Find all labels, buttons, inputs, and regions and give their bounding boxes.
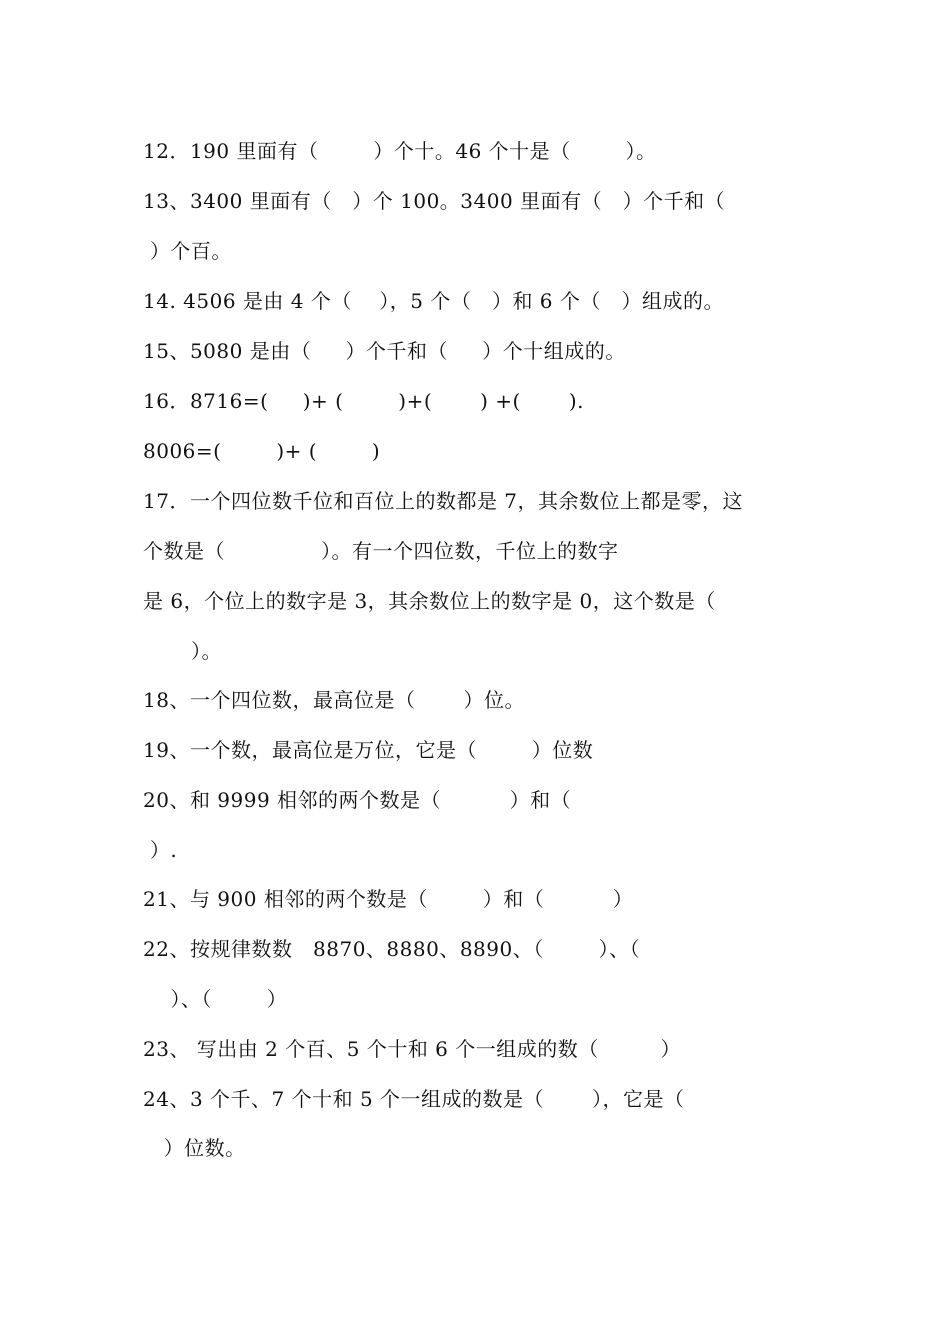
question-23-line: 23、 写出由 2 个百、5 个十和 6 个一组成的数（ ） — [143, 1037, 681, 1061]
question-13-continuation: ）个百。 — [143, 239, 232, 263]
question-22-line: 22、按规律数数 8870、8880、8890、（ ）、（ — [143, 937, 641, 961]
question-13-line: 13、3400 里面有（ ）个 100。3400 里面有（ ）个千和（ — [143, 189, 726, 213]
question-16-continuation: 8006=( )+ ( ) — [143, 439, 381, 463]
question-21-line: 21、与 900 相邻的两个数是（ ）和（ ） — [143, 887, 634, 911]
question-17-continuation-2: 是 6，个位上的数字是 3，其余数位上的数字是 0，这个数是（ — [143, 589, 716, 613]
question-12-line: 12．190 里面有（ ）个十。46 个十是（ ）。 — [143, 139, 657, 163]
question-20-line: 20、和 9999 相邻的两个数是（ ）和（ — [143, 788, 572, 812]
question-18-line: 18、一个四位数，最高位是（ ）位。 — [143, 688, 525, 712]
question-17-continuation-3: ）。 — [143, 639, 223, 663]
question-16-line: 16．8716=( )+ ( )+( ) +( ). — [143, 389, 585, 413]
question-19-line: 19、一个数，最高位是万位，它是（ ）位数 — [143, 738, 594, 762]
question-22-continuation: ）、（ ） — [143, 987, 288, 1011]
question-24-line: 24、3 个千、7 个十和 5 个一组成的数是（ ），它是（ — [143, 1087, 685, 1111]
question-20-continuation: ）. — [143, 838, 178, 862]
question-17-continuation-1: 个数是（ ）。有一个四位数，千位上的数字 — [143, 539, 619, 563]
question-14-line: 14. 4506 是由 4 个（ ），5 个（ ）和 6 个（ ）组成的。 — [143, 289, 724, 313]
question-24-continuation: ）位数。 — [143, 1136, 246, 1160]
question-17-line: 17．一个四位数千位和百位上的数都是 7，其余数位上都是零，这 — [143, 489, 744, 513]
question-15-line: 15、5080 是由（ ）个千和（ ）个十组成的。 — [143, 339, 626, 363]
